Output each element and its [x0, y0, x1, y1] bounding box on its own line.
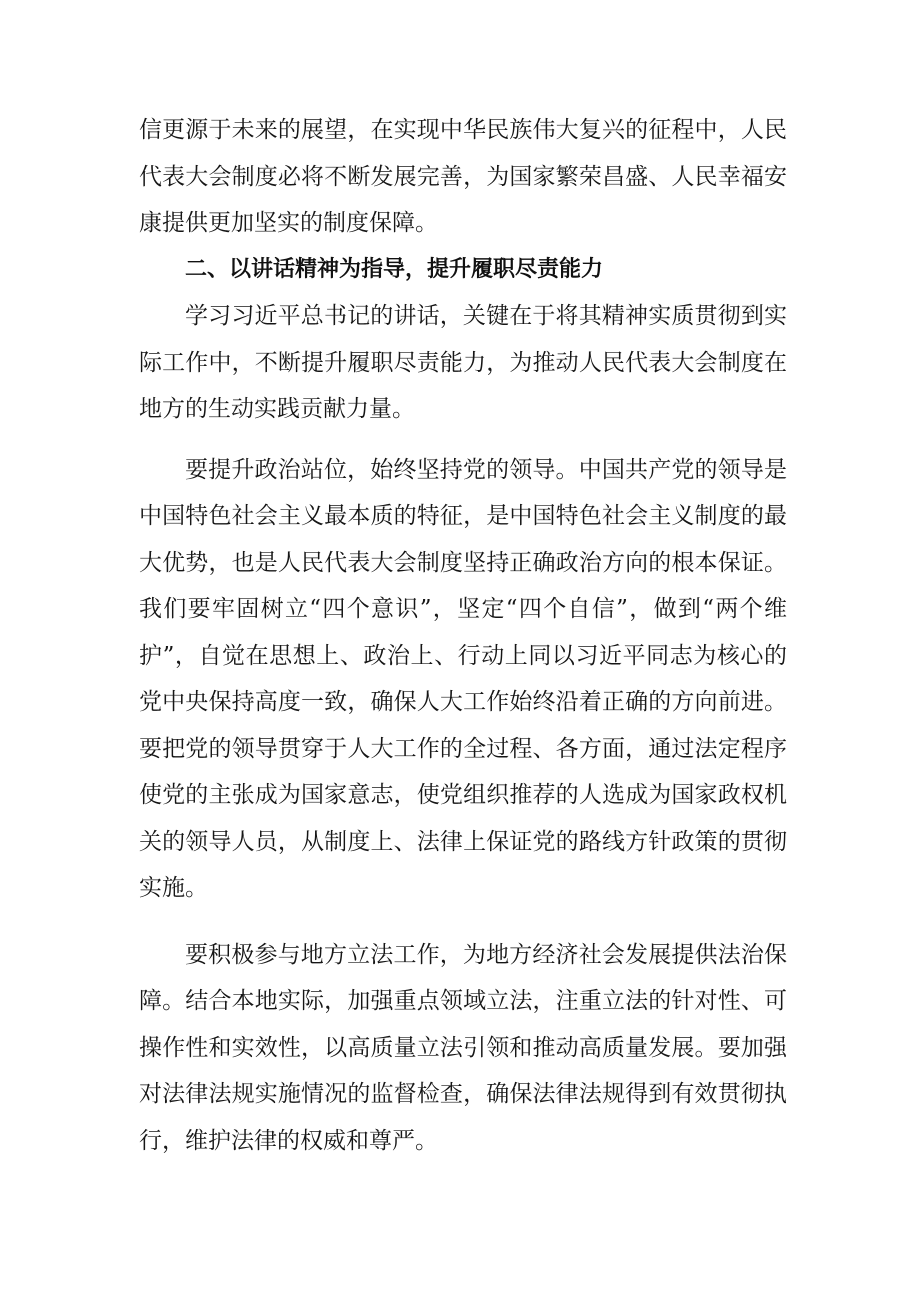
paragraph-continued: 信更源于未来的展望，在实现中华民族伟大复兴的征程中，人民代表大会制度必将不断发展完善，为国家繁荣昌盛、人民幸福安康提供更加坚实的制度保障。	[139, 117, 787, 236]
paragraph: 学习习近平总书记的讲话，关键在于将其精神实质贯彻到实际工作中，不断提升履职尽责能力，为推动人民代表大会制度在地方的生动实践贡献力量。	[139, 303, 787, 422]
document-body	[139, 107, 787, 1164]
paragraph: 要提升政治站位，始终坚持党的领导。中国共产党的领导是中国特色社会主义最本质的特征，是中国特色社会主义制度的最大优势，也是人民代表大会制度坚持正确政治方向的根本保证。我们要牢固树立“四个意识”，坚定“四个自信”，做到“两个维护”，自觉在思想上、政治上、行动上同以习近平同志为核心的党中央保持高度一致，确保人大工作始终沿着正确的方向前进。要把党的领导贯穿于人大工作的全过程、各方面，通过法定程序使党的主张成为国家意志，使党组织推荐的人选成为国家政权机关的领导人员，从制度上、法律上保证党的路线方针政策的贯彻实施。	[139, 456, 787, 901]
paragraph: 要积极参与地方立法工作，为地方经济社会发展提供法治保障。结合本地实际，加强重点领域立法，注重立法的针对性、可操作性和实效性，以高质量立法引领和推动高质量发展。要加强对法律法规实施情况的监督检查，确保法律法规得到有效贯彻执行，维护法律的权威和尊严。	[139, 941, 787, 1154]
section-heading: 二、以讲话精神为指导，提升履职尽责能力	[185, 256, 604, 282]
